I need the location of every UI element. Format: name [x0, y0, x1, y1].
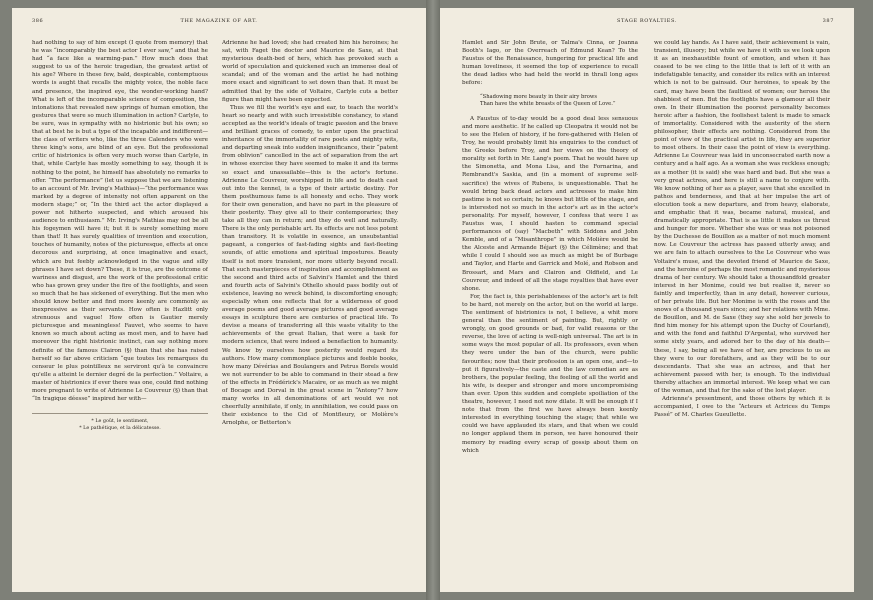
book-gutter: [426, 0, 440, 600]
paragraph: Hamlet and Sir John Brute, or Talma's Cinna, or Joanna Booth's Iago, or the Overreach of Edmund Kean? To the Faustus of the Renaissance, hungering for practical life and human loveliness, it seemed the top of experience to recall the dead ladies who had held the world in thrall long ages before:: [462, 40, 638, 87]
left-page-number: 386: [32, 18, 44, 24]
right-column-1: [462, 39, 638, 579]
paragraph: Adrienne he had loved; she had created him his heroines; he sat, with Faget the doctor and Maurice de Saxe, at that mysterious death-bed of hers, which has provoked such a world of speculation and quickened such an immense deal of scandal; and of the woman and the artist he had nothing more exact and significant to set down than that. It must be admitted that by the side of Voltaire, Carlyle cuts a better figure than might have been expected.: [222, 40, 398, 103]
footnote: * Le goût, le sentiment,: [91, 419, 149, 425]
footnotes: [32, 413, 208, 432]
verse-line: “Shadowing more beauty in their airy brows: [480, 93, 597, 100]
footnote: * Le pathétique, et la délicatesse.: [79, 426, 161, 432]
verse-line: Than have the white breasts of the Queen of Love.”: [480, 101, 616, 108]
paragraph: we could lay hands. As I have said, their achievement is vain, transient, illusory; but while we have it with us we look upon it as an inexhaustible fount of emotion, and when it has ceased to be we cling to the little that is left of it with an indefatigable tenacity, and consider its relics with an interest which is not to be gainsaid. Our heroines, to speak by the card, may have been the faultiest of women; our heroes the shabbiest of men. But the footlights have a glamour all their own. In their illumination the poorest personality becomes heroic after a fashion, the foolishest talent is made to smack of immortality. Considered with the austerity of the stern philosopher, their effects are nothing. Considered from the point of view of the practical artist in life, they are superior to most others. In their case the point of view is everything. Adrienne Le Couvreur was laid in unconsecrated earth now a century and a half ago. As a woman she was reckless enough; as a mother (it is said) she was hard and bad. But she was a very great actress, and here is still a name to conjure with. We know nothing of her as a player, save that she excelled in pathos and tenderness, and that at her impulse the art of elocution took a new departure, and from heavy, elaborate, and emphatic that it was, became natural, musical, and dramatically appropriate. That is as little it makes us thrust and hunger for more. Whether she was or was not poisoned by the Duchesse de Bouillon as a matter of not much moment now. Le Couvreur the actress has passed utterly away, and we are fain to attach ourselves to the Le Couvreur who was Voltaire's muse, and the devoted friend of Maurice de Saxe, and the heroine of perhaps the most romantic and mysterious drama of her century. We should take a thousandfold greater interest in her Monime, could we but realise it, never so faintly and imperfectly, than in any detail, however curious, of her private life. But her Monime is with the roses and the snows of a thousand years since; and her relations with Mme. de Bouillon, and M. de Saxe (they say she sold her jewels to find him money for his attempt upon the Duchy of Courland), and with the fond and faithful D'Argental, who survived her some sixty years, and adored her to the day of his death—these, I say, being all we have of her, are precious to us as they were to our forefathers, and as they will be to our descendants. That she was an actress, and that her achievement passed with her, is enough. To the individual thereby attaches an immortal interest. We keep what we can of the woman, and that for the sake of the lost player.: [654, 40, 830, 395]
paragraph: Adrienne's presentment, and those others by which it is accompanied, I owe to the “Acteurs et Actrices du Temps Passé” of M. Charles Gueullette.: [654, 396, 830, 419]
paragraph: had nothing to say of him except (I quote from memory) that he was “incomparably the best actor I ever saw,” and that he had “a face like a warming-pan.” How much does that suggest to us of the heroic tragedian, the greatest artist of his age? Where in these few, bald, despicable, contemptuous words is aught that recalls the mighty voice, the noble face and presence, the inspired eye, the wonder-working hand? What is left of the incomparable science of composition, the intonations that revealed new springs of human emotion, the gestures that were so much illumination in action? Carlyle, to be sure, was in sympathy with no histrionic but his own; so that at best he is but a type of the incapable and indifferent—the class of writers who, like the three Calenders who were three king's sons, are blind of an eye. But the professional critic of histrionics is often very much worse than Carlyle, in that, while Carlyle has mostly something to say, though it is nothing to the point, he himself has absolutely no remarks to offer. “The performance” (let us suppose that we are listening to an account of Mr. Irving's Mathias)—“the performance was marked by a degree of intensity not often apparent on the modern stage;” or, “In the third act the actor displayed a power not hitherto suspected, and which aroused his audience to enthusiasm.” Mr. Irving's Mathias may not be all his fogeymen will have it; but it is surely something more than that! It has surely qualities of invention and execution, touches of humanity, notes of the picturesque, effects at once decorous and surprising, at once imaginative and exact, which are but feebly acknowledged in the vague and silly phrases I have set down? These, it is true, are the outcome of wariness and disgust, are the work of the professional critic who has grown grey under the fire of the footlights, and seen so much that he has sickened of everything. But the men who should know better and find more keenly are commonly as inexpressive as their servants. How often is Hazlitt only strenuous and vague! How often is Gautier merely picturesque and meaningless! Fauvet, who seems to have known so much about acting as most men, and to have had moreover the right histrionic instinct, can say nothing more definite of the famous Clairon (§) than that she has raised herself so far above criticism “que toutes les remarques du censeur le plus pointilleux ne serviront qu'à te convaincre qu'elle a atteint le dernier degré de la perfection.” Voltaire, a master of histrionics if ever there was one, could find nothing more pregnant to write of Adrienne Le Couvreur (§) than that “In tragique déesse” inspired her with—: [32, 40, 208, 403]
paragraph: A Faustus of to-day would be a good deal less sensuous and more aesthetic. If he called up Cleopatra it would not be to see the Helen of history, if he fore-gathered with Helen of Troy, he would probably limit his enquiries to the conduct of the Greeks before Troy, and her views on the theory of morality set forth in Mr. Lang's poem. That he would have up the Simonetta, and Mona Lisa, and the Fornarina, and Rembrandt's Saskia, and (in a moment of supreme self-sacrifice) the wives of Rubens, is unquestionable. That he would bring back dead actors and actresses to make him pastime is not so certain; he knows but little of the stage, and is interested not so much in the actor's art as in the actor's personality. For myself, however, I confess that were I as Faustus was, I should hasten to command special performances of (say) “Macbeth” with Siddons and John Kemble, and of a “Misanthrope” in which Molière would be the Alceste and Armande Béjart (§) the Célimène; and that while I could I should see as much as might be of Burbage and Taylor, and Harte and Garrick and Molé, and Robson and Brossart, and Mars and Clairon and Oldfield, and Le Couvreur, and indeed of all the stage royalties that have ever shone.: [462, 115, 638, 292]
paragraph: Thus we fill the world's eye and ear, to teach the world's heart so nearly and with such irresistible constancy, to stand accepted as the world's ideals of tragic passion and the brave and brilliant graces of comedy, to enter upon the practical inheritance of the immortality of rare poets and mighty wits, and departing sneak into sudden insignificance, their “patent from oblivion” cancelled in the act of separation from the art in whose exercise they have seemed to make it and its terms so exact and unassailable—this is the actor's fortune. Adrienne Le Couvreur, worshipped in life and to death cast out into the kennel, is a type of their artistic destiny. For them posthumous fame is all honesty and echo. They work for their own generation, and have no part in the pleasure of their posterity. They give all to their contemporaries; they take all they can in return; and they do well and naturally. There is the only perishable art. Its effects are not less potent than transitory. It is volatile in essence, an unsubstantial pageant, a congeries of fast-fading sights and fast-fleeting sounds, of attic emotions and spiritual impostures. Beauty itself is not more transient, nor more utterly beyond recall. That such masterpieces of inspiration and accomplishment as the second and third acts of Salvini's Hamlet and the third and fourth acts of Salvini's Othello should pass bodily out of existence, leaving no wreck behind, is discomforting enough; especially when one reflects that for a wilderness of good average poems and good average pictures and good average essays in sculpture there are centuries of practical life. To devise a means of transferring all this waste vitality to the achievements of the great Italian, that were a task for modern science, that were indeed a benefaction to humanity. We know by ourselves how posterity would regard its authors. How many commonplace pictures and feeble books, how many Dévérias and Boulangers and Petrus Borels would we not surrender to be able to command in their stead a few of the effects in Frédérick's Macaire, or as much as we might of Bocage and Dorval in the great scene in “Antony”? how many works in all denominations of art would we not cheerfully annihilate, if only, in annihilation, we could pass on their existence to the Cid of Montfleury, or Molière's Arnolphe, or Betterton's: [222, 104, 398, 427]
right-running-title: STAGE ROYALTIES.: [616, 18, 678, 24]
left-column-2: [222, 39, 398, 579]
right-page-number: 387: [822, 18, 834, 24]
verse-quote: [480, 94, 638, 109]
left-running-head: [32, 15, 406, 27]
right-column-2: [654, 39, 830, 579]
left-page: [12, 8, 426, 592]
right-running-head: [460, 15, 834, 27]
left-column-1: [32, 39, 208, 579]
paragraph: For, the fact is, this perishableness of the actor's art is felt to be hard, not merely on the actor, but on the world at large. The sentiment of histrionics is not, I believe, a whit more general than the sentiment of painting. But, rightly or wrongly, on good grounds or bad, for valid reasons or the reverse, the love of acting is well-nigh universal. The art is in some ways the most popular of all. Its professors, even when they were under the ban of the church, were public favourites; now that their profession is an open one, and—to put it figuratively—the caste and the law comedian are as brothers, the popular feeling, the feeling of all the world and his wife, is deeper and stronger and more uncompromising than ever. Upon this sudden and complete spoiliation of the theatre, however, I need not now dilate. It will be enough if I note that from the first we have always been keenly interested in everything touching the stage; that while we could we have applauded its stars, and that when we could no longer applaud them in person, we have honoured their memory by reading every scrap of gossip about them on which: [462, 293, 638, 454]
left-running-title: THE MAGAZINE OF ART.: [180, 18, 258, 24]
right-page: [440, 8, 854, 592]
